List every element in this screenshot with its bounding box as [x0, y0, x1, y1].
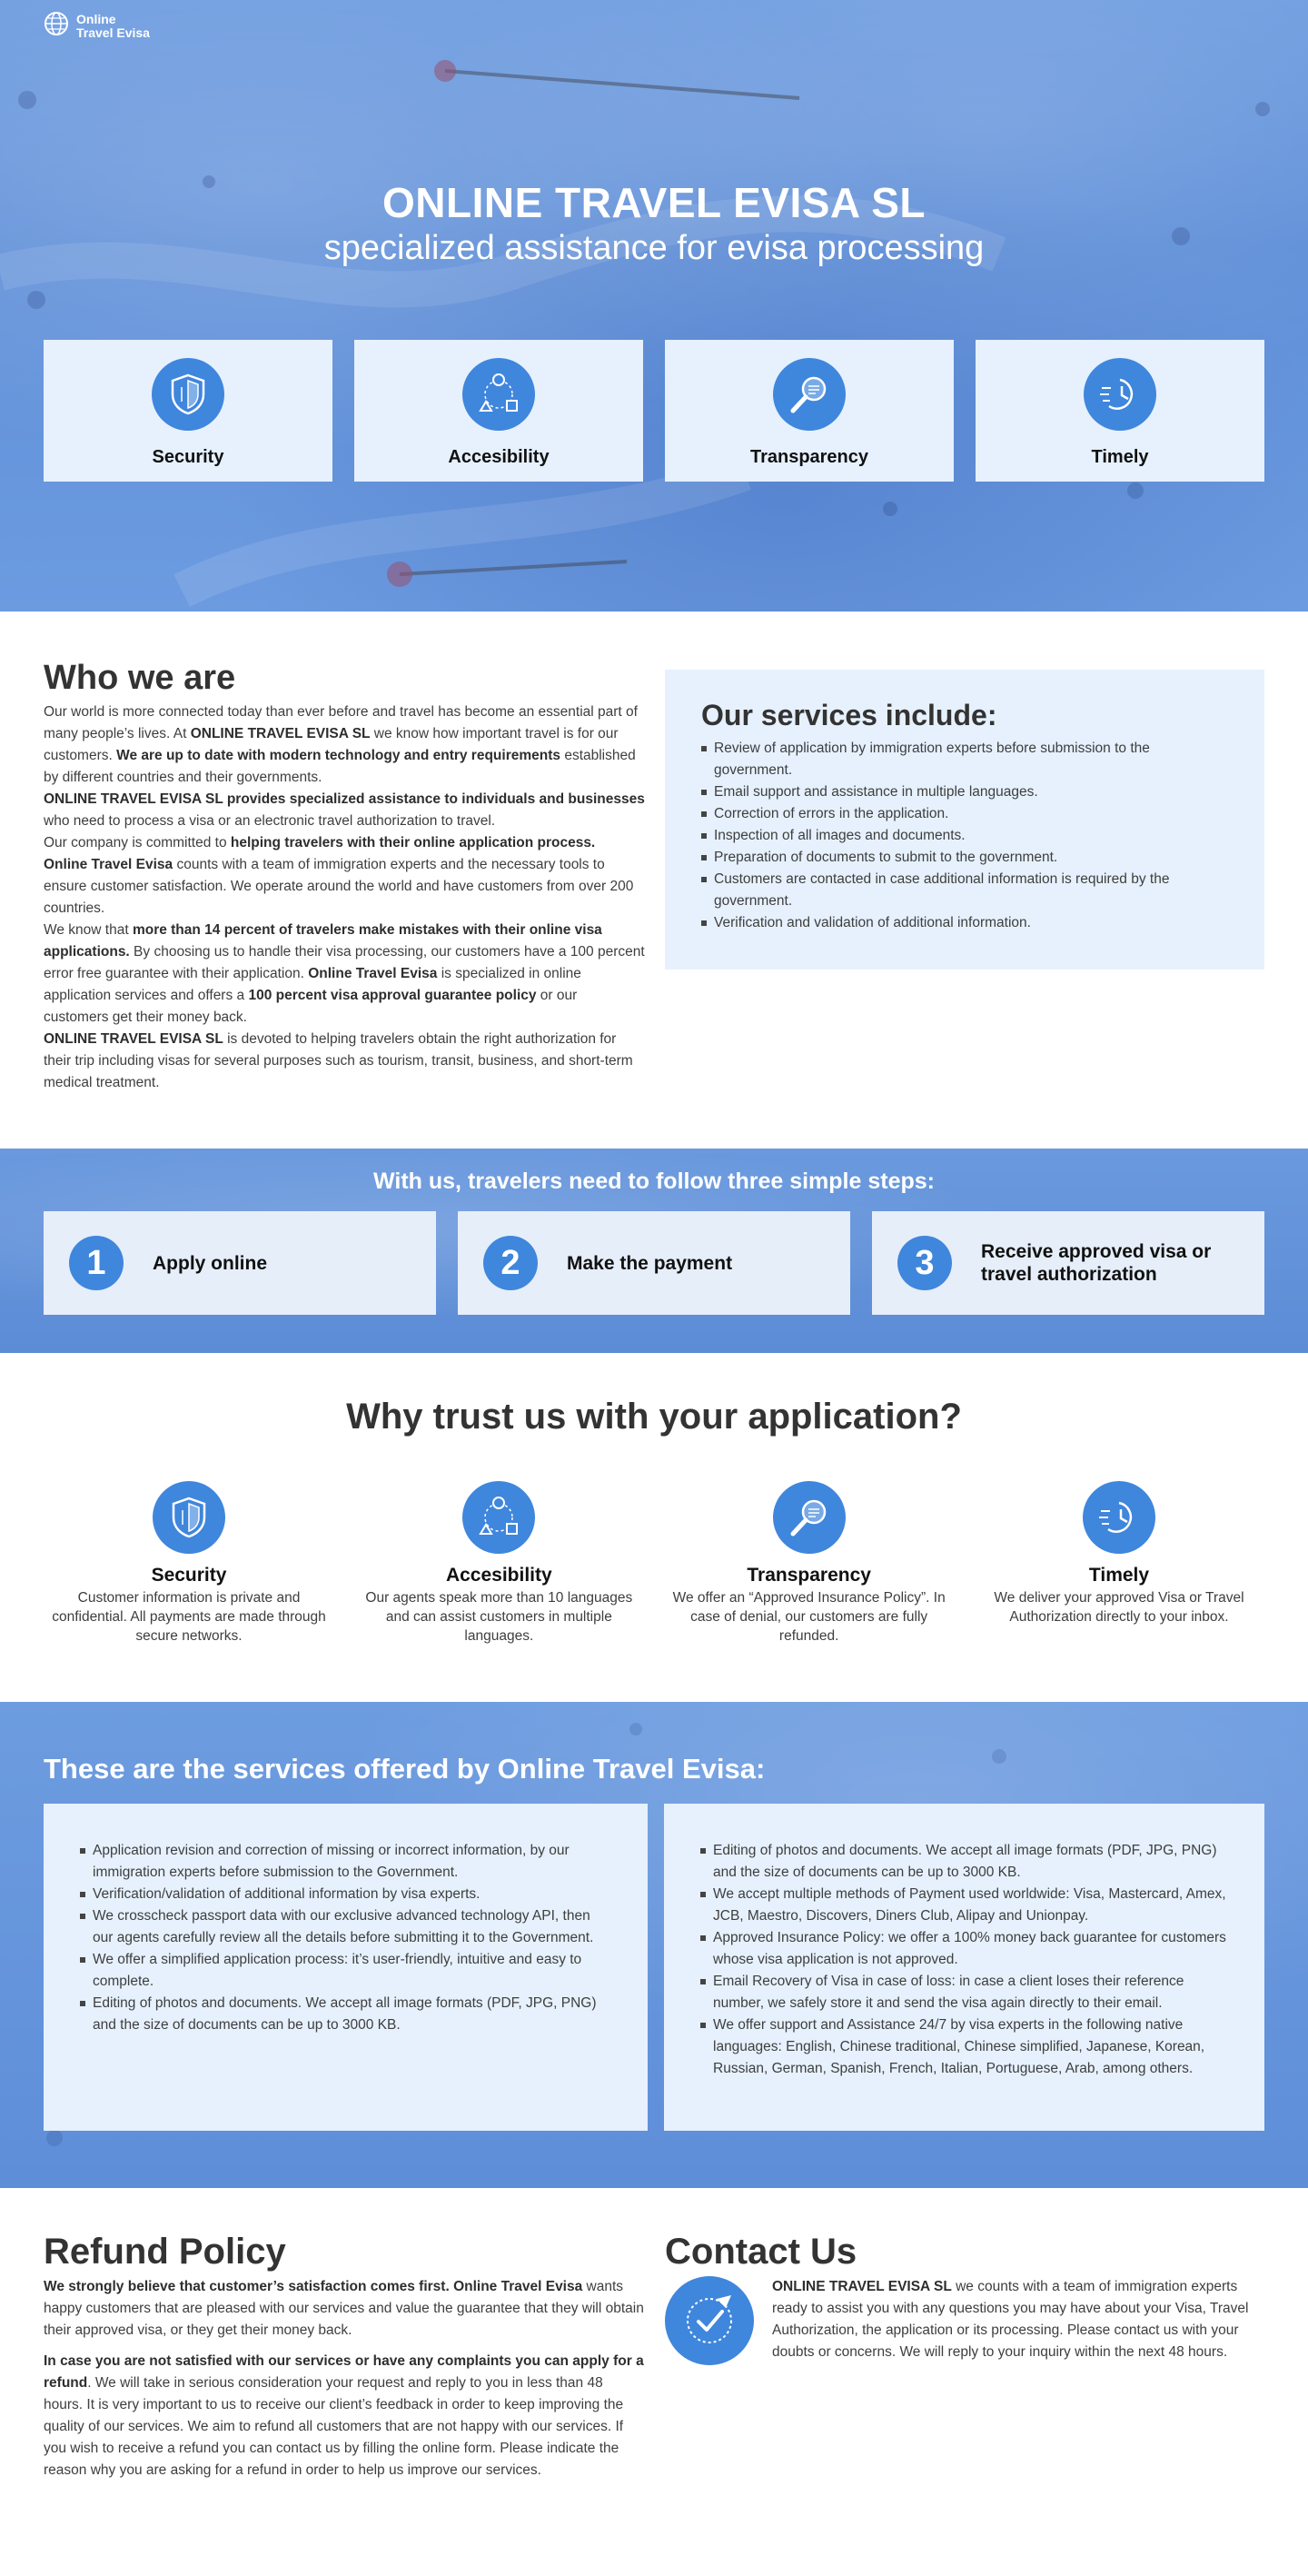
who-we-are-section — [0, 612, 1308, 1149]
why-item-text: We deliver your approved Visa or Travel Authorization directly to your inbox. — [994, 1590, 1244, 1625]
services-offered-section — [0, 1702, 1308, 2188]
contact-us — [665, 2232, 1264, 2491]
feature-card-security — [44, 340, 332, 482]
step-card-2 — [458, 1211, 850, 1315]
why-title: Why trust us with your application? — [346, 1397, 962, 1437]
list-item: Verification and validation of additional information. — [701, 912, 1228, 934]
refund-policy — [44, 2232, 645, 2491]
list-item: We crosscheck passport data with our exclusive advanced technology API, then our agents carefully review all the details before submitting it to the Government. — [80, 1905, 611, 1949]
hero-title: ONLINE TRAVEL EVISA SL — [382, 179, 926, 226]
list-item: Editing of photos and documents. We accept all image formats (PDF, JPG, PNG) and the size of documents can be up to 3000 KB. — [700, 1840, 1228, 1884]
contact-title: Contact Us — [665, 2232, 857, 2272]
services-offered-left-list — [80, 1840, 611, 2036]
steps-title: With us, travelers need to follow three simple steps: — [373, 1169, 935, 1194]
why-item-accesibility — [353, 1481, 644, 1646]
step-number: 3 — [897, 1236, 952, 1290]
feature-cards — [44, 340, 1264, 482]
shield-icon — [152, 358, 224, 431]
hero-section — [0, 0, 1308, 612]
network-icon — [462, 358, 535, 431]
feature-label: Timely — [1091, 447, 1149, 467]
who-paragraph-4: Online Travel Evisa counts with a team of immigration experts and the necessary tools to ensure customer satisfaction. We operate around the world and have customers from over 200 countries. — [44, 857, 634, 916]
list-item: Customers are contacted in case additional information is required by the government. — [701, 869, 1228, 912]
map-background — [0, 0, 1308, 612]
step-label: Make the payment — [567, 1252, 733, 1274]
list-item: We offer a simplified application process: it’s user-friendly, intuitive and easy to complete. — [80, 1949, 611, 1993]
why-item-title: Accesibility — [445, 1565, 552, 1586]
why-trust-section — [0, 1353, 1308, 1702]
list-item: Approved Insurance Policy: we offer a 100% money back guarantee for customers whose visa application is not approved. — [700, 1927, 1228, 1971]
services-offered-right-box — [664, 1804, 1264, 2131]
why-item-title: Transparency — [747, 1565, 871, 1586]
clock-icon — [1083, 1481, 1155, 1554]
why-item-security — [44, 1481, 334, 1646]
services-offered-title: These are the services offered by Online Travel Evisa: — [44, 1753, 766, 1785]
feature-label: Accesibility — [448, 447, 550, 467]
refund-title: Refund Policy — [44, 2232, 286, 2272]
feature-label: Security — [152, 447, 224, 467]
list-item: Review of application by immigration experts before submission to the government. — [701, 738, 1228, 781]
who-paragraph-6: ONLINE TRAVEL EVISA SL is devoted to helping travelers obtain the right authorization for their trip including visas for several purposes such as tourism, transit, business, and short-term medical treatment. — [44, 1031, 633, 1090]
step-label: Apply online — [153, 1252, 267, 1274]
who-paragraph-3: Our company is committed to helping travelers with their online application process. — [44, 835, 596, 850]
why-item-text: Customer information is private and confidential. All payments are made through secure networks. — [52, 1590, 326, 1644]
step-card-1 — [44, 1211, 436, 1315]
list-item: Preparation of documents to submit to the government. — [701, 847, 1228, 869]
services-include-list — [701, 738, 1228, 934]
list-item: We offer support and Assistance 24/7 by visa experts in the following native languages: English, Chinese traditional, Chinese simplified, Japanese, Korean, Russian, German, Spanish, French, Italian, Portuguese, Arab, among others. — [700, 2014, 1228, 2080]
services-offered-left-box — [44, 1804, 648, 2131]
logo-line-1: Online — [76, 11, 116, 26]
steps-section — [0, 1149, 1308, 1353]
why-item-text: Our agents speak more than 10 languages and can assist customers in multiple languages. — [365, 1590, 633, 1644]
services-offered-right-list — [700, 1840, 1228, 2080]
logo-line-2: Travel Evisa — [76, 25, 150, 40]
logo[interactable] — [44, 11, 150, 41]
list-item: Application revision and correction of missing or incorrect information, by our immigration experts before submission to the Government. — [80, 1840, 611, 1884]
feature-card-transparency — [665, 340, 954, 482]
list-item: Inspection of all images and documents. — [701, 825, 1228, 847]
who-paragraph-2: ONLINE TRAVEL EVISA SL provides specialized assistance to individuals and businesses who need to process a visa or an electronic travel authorization to travel. — [44, 791, 645, 829]
list-item: Verification/validation of additional information by visa experts. — [80, 1884, 611, 1905]
list-item: Correction of errors in the application. — [701, 803, 1228, 825]
services-include-box — [665, 670, 1264, 970]
refund-contact-section — [0, 2188, 1308, 2527]
feature-card-timely — [976, 340, 1264, 482]
why-item-text: We offer an “Approved Insurance Policy”. In case of denial, our customers are fully refunded. — [672, 1590, 946, 1644]
globe-icon — [44, 11, 69, 41]
who-paragraph-1: Our world is more connected today than ever before and travel has become an essential part of many people’s lives. At ONLINE TRAVEL EVISA SL we know how important travel is for our customers. We are up to date with modern technology and entry requirements established by different countries and their governments. — [44, 704, 638, 785]
magnifier-icon — [773, 1481, 846, 1554]
refund-paragraph-2: In case you are not satisfied with our services or have any complaints you can apply for a refund. We will take in serious consideration your request and reply to you in less than 48 hours. It is very important to us to receive our client’s feedback in order to keep improving the quality of our services. We aim to refund all customers that are not happy with our services. If you wish to receive a refund you can contact us by filling the online form. Please indicate the reason why you are asking for a refund in order to help us improve our services. — [44, 2353, 644, 2478]
why-item-title: Timely — [1088, 1565, 1150, 1586]
services-include-title: Our services include: — [701, 699, 997, 731]
list-item: Editing of photos and documents. We accept all image formats (PDF, JPG, PNG) and the size of documents can be up to 3000 KB. — [80, 1993, 611, 2036]
hero-subtitle: specialized assistance for evisa processing — [323, 229, 985, 267]
feature-label: Transparency — [749, 447, 869, 467]
who-title: Who we are — [44, 659, 236, 697]
who-paragraph-5: We know that more than 14 percent of travelers make mistakes with their online visa applications. By choosing us to handle their visa processing, our customers have a 100 percent error free guarantee with their application. Online Travel Evisa is specialized in online application services and offers a 100 percent visa approval guarantee policy or our customers get their money back. — [44, 922, 645, 1025]
why-item-transparency — [664, 1481, 955, 1646]
plane-check-icon — [665, 2276, 754, 2365]
refund-paragraph-1: We strongly believe that customer’s satisfaction comes first. Online Travel Evisa wants happy customers that are pleased with our services and value the guarantee that they will obtain their approved visa, or they get their money back. — [44, 2279, 644, 2338]
step-number: 2 — [483, 1236, 538, 1290]
contact-text: ONLINE TRAVEL EVISA SL we counts with a team of immigration experts ready to assist you with any questions you may have about your Visa, Travel Authorization, the application or its processing. Please contact us with your doubts or concerns. We will reply to your inquiry within the next 48 hours. — [772, 2279, 1249, 2360]
list-item: We accept multiple methods of Payment used worldwide: Visa, Mastercard, Amex, JCB, Maestro, Discovers, Diners Club, Alipay and Unionpay. — [700, 1884, 1228, 1927]
feature-card-accesibility — [354, 340, 643, 482]
network-icon — [462, 1481, 535, 1554]
list-item: Email Recovery of Visa in case of loss: in case a client loses their reference number, we safely store it and send the visa again directly to their email. — [700, 1971, 1228, 2014]
why-item-timely — [974, 1481, 1264, 1646]
why-item-title: Security — [151, 1565, 227, 1586]
step-label: Receive approved visa or travel authorization — [981, 1241, 1212, 1285]
clock-icon — [1084, 358, 1156, 431]
magnifier-icon — [773, 358, 846, 431]
step-number: 1 — [69, 1236, 124, 1290]
step-card-3 — [872, 1211, 1264, 1315]
shield-icon — [153, 1481, 225, 1554]
list-item: Email support and assistance in multiple languages. — [701, 781, 1228, 803]
